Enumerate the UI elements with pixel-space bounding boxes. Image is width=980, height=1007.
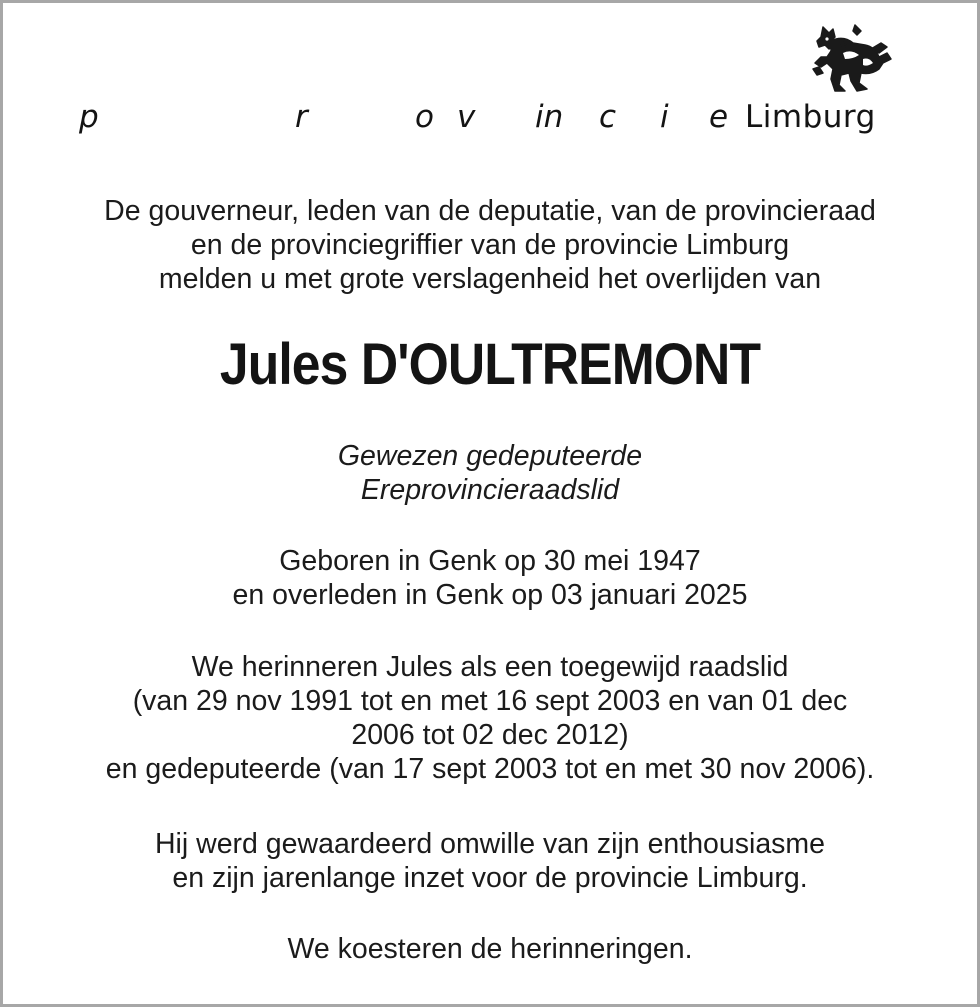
- wordmark-letter: e: [709, 99, 729, 135]
- remembrance-line: 2006 tot 02 dec 2012): [351, 719, 629, 751]
- intro-line: De gouverneur, leden van de deputatie, van de provincieraad: [104, 195, 876, 227]
- heraldic-lion-icon: [809, 23, 893, 93]
- wordmark-letter: p: [79, 99, 99, 135]
- appreciation-line: en zijn jarenlange inzet voor de provincie Limburg.: [172, 862, 808, 894]
- closing-line: We koesteren de herinneringen.: [287, 933, 693, 965]
- wordmark-letter: r: [295, 99, 308, 135]
- province-wordmark: [75, 95, 895, 139]
- closing-text: [3, 932, 977, 966]
- remembrance-line: en gedeputeerde (van 17 sept 2003 tot en met 30 nov 2006).: [105, 753, 875, 785]
- wordmark-letter: c: [599, 99, 617, 135]
- announcement-intro: [3, 194, 977, 296]
- intro-line: en de provinciegriffier van de provincie Limburg: [190, 229, 790, 261]
- appreciation-text: [3, 827, 977, 895]
- wordmark-brand: Limburg: [745, 99, 876, 135]
- role-line: Ereprovincieraadslid: [360, 474, 620, 506]
- death-line: en overleden in Genk op 03 januari 2025: [232, 579, 748, 611]
- deceased-name: Jules D'OULTREMONT: [219, 332, 761, 397]
- life-dates: [3, 544, 977, 612]
- wordmark-letter: o: [415, 99, 434, 135]
- remembrance-text: [3, 650, 977, 786]
- remembrance-line: (van 29 nov 1991 tot en met 16 sept 2003 en van 01 dec: [132, 685, 848, 717]
- wordmark-letter: v: [457, 99, 476, 135]
- province-header: [3, 3, 977, 153]
- wordmark-letter: i: [660, 99, 669, 135]
- role-line: Gewezen gedeputeerde: [337, 440, 643, 472]
- remembrance-line: We herinneren Jules als een toegewijd raadslid: [191, 651, 789, 683]
- birth-line: Geboren in Genk op 30 mei 1947: [279, 545, 701, 577]
- wordmark-letter: in: [535, 99, 564, 135]
- roles: [3, 439, 977, 507]
- intro-line: melden u met grote verslagenheid het overlijden van: [158, 263, 822, 295]
- appreciation-line: Hij werd gewaardeerd omwille van zijn enthousiasme: [154, 828, 826, 860]
